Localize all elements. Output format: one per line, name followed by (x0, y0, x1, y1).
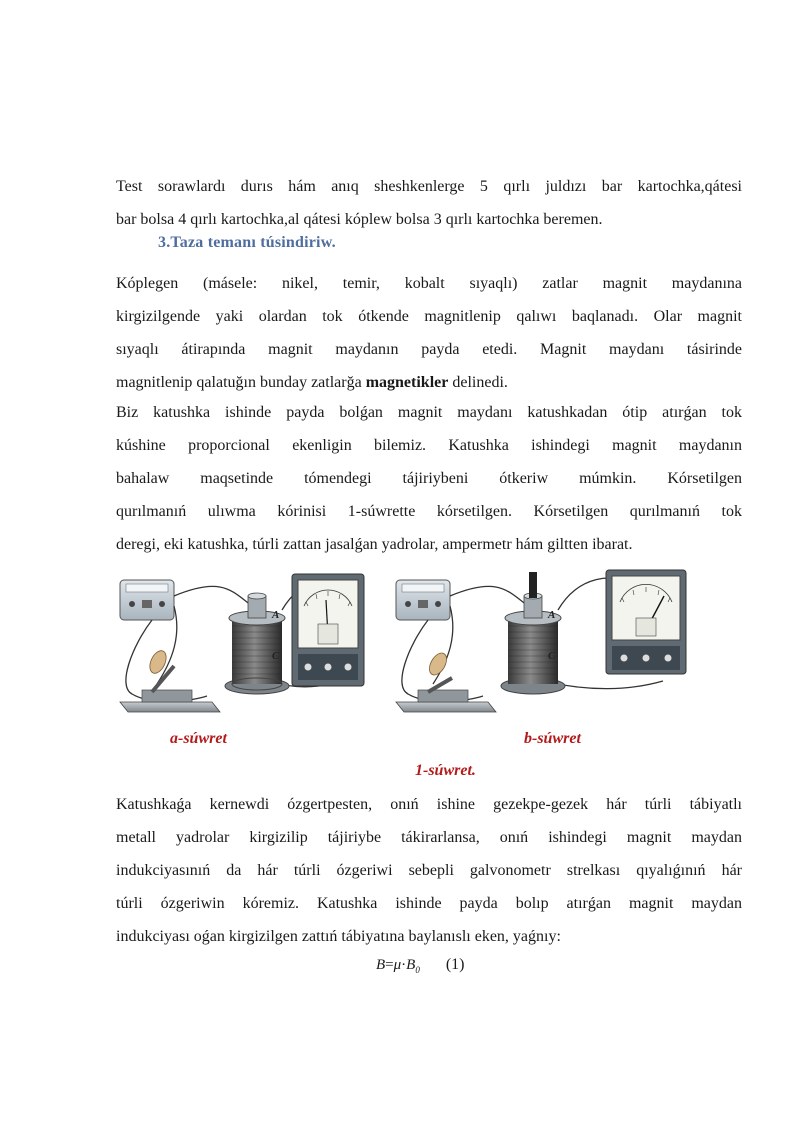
text-line: sıyaqlı átirapında magnit maydanın payda etedi. Magnit maydanı tásirinde (116, 341, 742, 358)
experiment-paragraph (116, 788, 742, 953)
magnetics-paragraph (116, 267, 742, 399)
text-line: metall yadrolar kirgizilip tájiriybe tákirarlansa, onıń ishindegi magnit maydan (116, 829, 742, 846)
text-line: túrli ózgeriwin kóremiz. Katushka ishinde payda bolıp atırǵan magnit maydan (116, 895, 742, 912)
text-line: kúshine proporcional ekenligin bilemiz. Katushka ishindegi magnit maydanın (116, 437, 742, 454)
text-line: kirgizilgende yaki olardan tok ótkende magnitlenip qalıwı baqlanadı. Olar magnit (116, 308, 742, 325)
text-line: Biz katushka ishinde payda bolǵan magnit maydanı katushkadan ótip atırǵan tok (116, 404, 742, 421)
coil-icon (225, 593, 289, 694)
coil-icon (501, 572, 565, 694)
text-line: bahalaw maqsetinde tómendegi tájiriybeni ótkeriw múmkin. Kórsetilgen (116, 470, 742, 487)
text-fragment: magnitlenip qalatuğın bunday zatlarğa (116, 374, 366, 391)
label-c: C (548, 650, 556, 662)
text-line (116, 366, 742, 399)
text-line: Kóplegen (másele: nikel, temir, kobalt sıyaqlı) zatlar magnit maydanına (116, 275, 742, 292)
formula-b: B (376, 957, 386, 973)
caption-a: a-súwret (170, 730, 227, 747)
equation-number: (1) (445, 956, 465, 973)
power-source-icon (120, 580, 174, 620)
text-fragment: delinedi. (448, 374, 508, 391)
formula-subscript: 0 (415, 965, 420, 975)
term-magnetikler: magnetikler (365, 374, 449, 391)
ammeter-icon (292, 574, 364, 686)
formula-dot: · (401, 957, 407, 973)
text-line: indukciyası oǵan kirgizilgen zattıń tábiyatına baylanıslı eken, yaǵnıy: (116, 928, 561, 945)
figure-caption: 1-súwret. (415, 762, 476, 779)
text-line: qurılmanıń ulıwma kórinisi 1-súwrette kórsetilgen. Kórsetilgen qurılmanıń tok (116, 503, 742, 520)
section-heading: 3.Taza temanı túsindiriw. (158, 234, 336, 251)
label-a: A (548, 609, 556, 621)
coil-paragraph (116, 396, 742, 561)
experiment-illustration (112, 566, 692, 716)
text-line: Test sorawlardı durıs hám anıq sheshkenlerge 5 qırlı juldızı bar kartochka,qátesi (116, 178, 742, 195)
text-line: bar bolsa 4 qırlı kartochka,al qátesi kóplew bolsa 3 qırlı kartochka beremen. (116, 211, 603, 228)
label-a: A (272, 609, 280, 621)
formula-b0: B (406, 957, 416, 973)
ammeter-icon (606, 570, 686, 674)
formula-mu: μ (393, 957, 402, 973)
formula-equals: = (385, 957, 394, 973)
switch-icon (120, 648, 220, 712)
text-line: indukciyasınıń da hár túrli ózgeriwi sebepli galvonometr strelkası qıyalıǵınıń hár (116, 862, 742, 879)
text-line: Katushkaǵa kernewdi ózgertpesten, onıń ishine gezekpe-gezek hár túrli tábiyatlı (116, 796, 742, 813)
label-c: C (272, 650, 280, 662)
switch-icon (396, 650, 496, 712)
setup-a (120, 574, 364, 712)
setup-b (396, 570, 686, 712)
power-source-icon (396, 580, 450, 620)
text-line: deregi, eki katushka, túrli zattan jasalǵan yadrolar, ampermetr hám giltten ibarat. (116, 536, 633, 553)
caption-b: b-súwret (524, 730, 581, 747)
intro-paragraph (116, 170, 742, 236)
formula (376, 956, 465, 975)
